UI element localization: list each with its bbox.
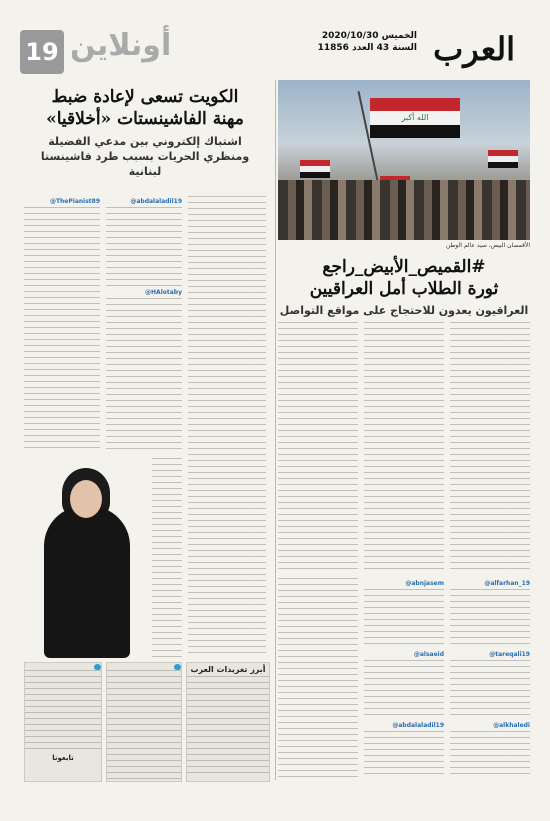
tweet-handle: @abdalaladil19 bbox=[130, 198, 182, 205]
left-headline bbox=[24, 86, 266, 130]
issue-number: السنة 43 العدد 11856 bbox=[317, 43, 417, 53]
issue-date: الخميس 2020/10/30 bbox=[321, 31, 417, 41]
page-number: 19 bbox=[20, 30, 64, 74]
right-headline bbox=[278, 256, 530, 300]
person-name: تابعونا bbox=[52, 754, 74, 762]
tweet-handle: @ThePianist89 bbox=[49, 198, 100, 205]
tweet-handle: @alsaeid bbox=[413, 651, 444, 658]
left-column-3 bbox=[24, 196, 100, 451]
right-column-3 bbox=[278, 322, 358, 572]
tweet-handle: @alkhaledi bbox=[493, 722, 530, 729]
left-subheadline-line-2: ومنظري الحريات بسبب طرد فاشينستا لبنانية bbox=[40, 150, 250, 178]
right-headline-line-1: #القميص_الأبيض_راجع bbox=[322, 257, 486, 277]
left-subheadline-line-1: اشتباك إلكتروني بين مدعي الفضيلة bbox=[48, 135, 242, 148]
tweet-handle: @abdalaladil19 bbox=[392, 722, 444, 729]
left-headline-line-1: الكويت تسعى لإعادة ضبط bbox=[51, 87, 239, 107]
section-title: أونلاين bbox=[70, 28, 172, 63]
right-column-2 bbox=[364, 322, 444, 572]
left-column-narrow bbox=[152, 458, 182, 658]
right-subheadline: العراقيون يعدون للاحتجاج على مواقع التواصل bbox=[279, 304, 529, 317]
twitter-icon bbox=[174, 664, 181, 670]
twitter-icon bbox=[94, 664, 101, 670]
crowd bbox=[278, 180, 530, 240]
left-subheadline bbox=[24, 134, 266, 179]
right-headline-line-2: ثورة الطلاب أمل العراقيين bbox=[309, 279, 499, 299]
date-block bbox=[318, 30, 417, 54]
tweet-column-3 bbox=[278, 578, 358, 778]
fashionista-photo bbox=[28, 458, 146, 658]
tweet-box bbox=[106, 662, 182, 782]
tweet-box bbox=[24, 662, 102, 782]
iraqi-flag bbox=[370, 98, 460, 138]
flag-text: الله أكبر bbox=[370, 111, 460, 125]
tweet-column-1 bbox=[450, 578, 530, 778]
tweet-handle: @alfarhan_19 bbox=[484, 580, 530, 587]
photo-caption: الأقمصان البيض، سيد عالم الوطن bbox=[445, 242, 530, 249]
left-headline-line-2: مهنة الفاشينستات «أخلاقيا» bbox=[46, 109, 244, 129]
tweet-handle: @tareqali19 bbox=[489, 651, 530, 658]
tweet-column-2 bbox=[364, 578, 444, 778]
tweet-handle: @abnjasem bbox=[405, 580, 444, 587]
left-column-1 bbox=[188, 196, 266, 656]
column-divider bbox=[275, 80, 276, 780]
newspaper-logo: العرب bbox=[433, 30, 515, 68]
left-column-2 bbox=[106, 196, 182, 451]
masthead bbox=[20, 24, 535, 76]
featured-tweets-box bbox=[186, 662, 270, 782]
protest-photo bbox=[278, 80, 530, 240]
featured-tweets-title: أبرز تغريدات العرب bbox=[190, 665, 266, 674]
crowd-flag bbox=[300, 160, 330, 178]
crowd-flag bbox=[488, 150, 518, 168]
right-column-1 bbox=[450, 322, 530, 572]
tweet-handle: @HAlotaby bbox=[145, 289, 182, 296]
